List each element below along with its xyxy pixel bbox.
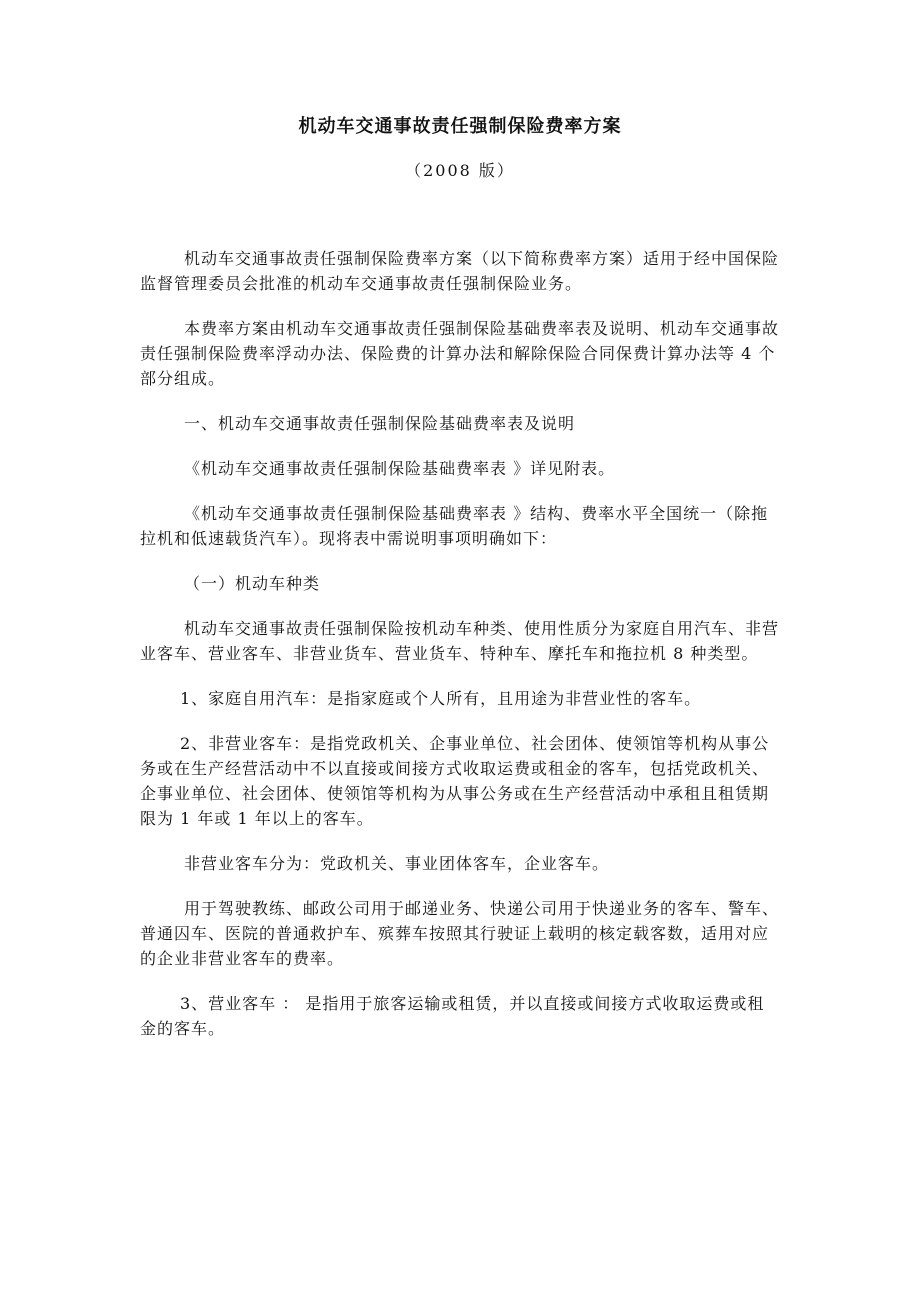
paragraph-special-use-cars: 用于驾驶教练、邮政公司用于邮递业务、快递公司用于快递业务的客车、警车、普通囚车、医院的普通救护车、殡葬车按照其行驶证上载明的核定载客数，适用对应的企业非营业客车的费率。: [140, 899, 780, 968]
paragraph-vehicle-types: 机动车交通事故责任强制保险按机动车种类、使用性质分为家庭自用汽车、非营业客车、营业客车、非营业货车、营业货车、特种车、摩托车和拖拉机 8 种类型。: [140, 619, 780, 663]
document-subtitle: （2008 版）: [405, 161, 515, 180]
paragraph-scope: 机动车交通事故责任强制保险费率方案（以下简称费率方案）适用于经中国保险监督管理委员会批准的机动车交通事故责任强制保险业务。: [140, 249, 780, 293]
item-family-car: 1、家庭自用汽车：是指家庭或个人所有，且用途为非营业性的客车。: [180, 689, 702, 708]
document-title: 机动车交通事故责任强制保险费率方案: [298, 116, 622, 137]
paragraph-rate-table-reference: 《机动车交通事故责任强制保险基础费率表 》详见附表。: [184, 459, 616, 478]
paragraph-composition: 本费率方案由机动车交通事故责任强制保险基础费率表及说明、机动车交通事故责任强制保险费率浮动办法、保险费的计算办法和解除保险合同保费计算办法等 4 个部分组成。: [140, 319, 780, 388]
item-non-commercial-passenger: 2、非营业客车：是指党政机关、企事业单位、社会团体、使领馆等机构从事公务或在生产经营活动中不以直接或间接方式收取运费或租金的客车，包括党政机关、企事业单位、社会团体、使领馆等机构为从事公务或在生产经营活动中承租且租赁期限为 1 年或 1 年以上的客车。: [140, 734, 770, 828]
subsection-heading-vehicle-types: （一）机动车种类: [184, 574, 321, 593]
section-heading-1: 一、机动车交通事故责任强制保险基础费率表及说明: [184, 414, 576, 433]
paragraph-non-commercial-split: 非营业客车分为：党政机关、事业团体客车，企业客车。: [184, 854, 610, 873]
item-commercial-passenger: 3、营业客车 ： 是指用于旅客运输或租赁，并以直接或间接方式收取运费或租金的客车。: [140, 994, 765, 1038]
paragraph-rate-table-structure: 《机动车交通事故责任强制保险基础费率表 》结构、费率水平全国统一（除拖拉机和低速载货汽车）。现将表中需说明事项明确如下：: [140, 504, 769, 548]
document-body: [140, 246, 780, 1041]
